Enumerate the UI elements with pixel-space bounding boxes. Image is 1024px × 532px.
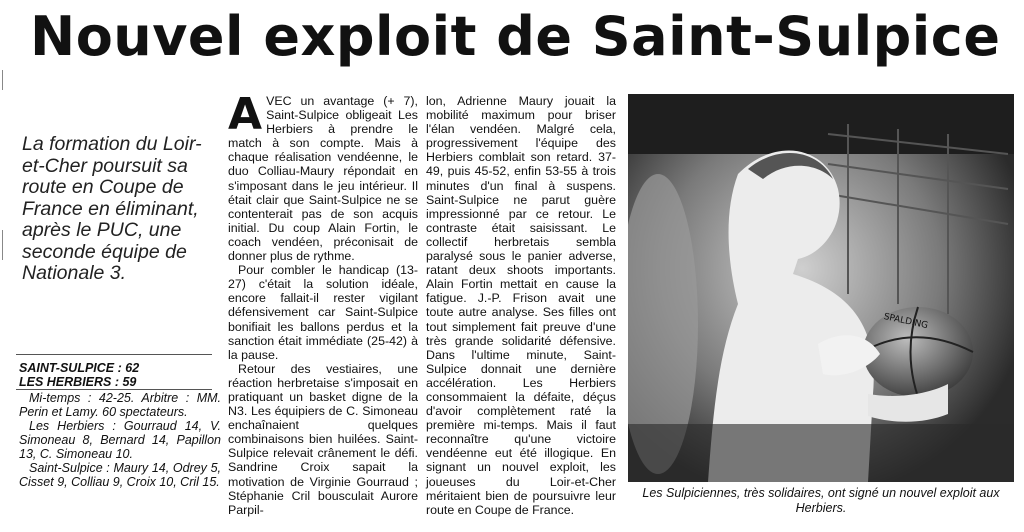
- article-column-1: [228, 89, 418, 517]
- ball-brand-text: SPALDING: [882, 312, 929, 332]
- match-details-herbiers: Les Herbiers : Gourraud 14, V. Simoneau 8, Bernard 14, Papillon 13, C. Simoneau 10.: [19, 419, 221, 461]
- divider: [16, 354, 212, 355]
- article-paragraph: lon, Adrienne Maury jouait la mobilité maximum pour briser l'élan vendéen. Malgré cela, progressivement l'équipe des Herbiers comblait son retard. 37-49, puis 45-52, enfin 53-55 à trois minutes d'un final à suspens. Saint-Sulpice ne parut guère impressionné par ce retour. Le contraste était saisissant. Le collectif herbretais sembla paralysé sous le panier adverse, ratant deux shoots importants. Alain Fortin mettait en cause la fatigue. J.-P. Frison avait une toute autre analyse. Ses filles ont tout simplement fait preuve d'une très grande solidarité défensive. Dans l'ultime minute, Saint-Sulpice donnait une dernière accélération. Les Herbiers consommaient la défaite, déçus d'avoir complètement raté la première mi-temps. Mais il faut reconnaître qu'une victoire vendéenne eut été illogique. En signant un nouvel exploit, les joueuses du Loir-et-Cher méritaient bien de poursuivre leur route en Coupe de France.: [426, 94, 616, 517]
- dropcap: A: [228, 89, 263, 140]
- article-column-2: [426, 94, 616, 517]
- score-away: LES HERBIERS : 59: [19, 375, 137, 389]
- article-paragraph: Retour des vestiaires, une réaction herbretaise s'imposait en pratiquant un basket digne de la N3. Les équipiers de C. Simoneau enchaînaient quelques combinaisons bien huilées. Saint-Sulpice relevait crânement le défi. Sandrine Croix sapait la motivation de Virginie Gourraud ; Stéphanie Cril bousculait Aurore Parpil-: [228, 361, 418, 517]
- divider: [16, 389, 212, 390]
- article-paragraph: Pour combler le handicap (13-27) c'était la solution idéale, encore fallait-il rester vigilant défensivement car Saint-Sulpice bonifiait les ballons perdus et la sanction était immédiate (25-42) à la pause.: [228, 263, 418, 362]
- headline: Nouvel exploit de Saint-Sulpice: [30, 5, 1001, 68]
- photo-caption: Les Sulpiciennes, très solidaires, ont signé un nouvel exploit aux Herbiers.: [642, 486, 1000, 515]
- article-paragraph: VEC un avantage (+ 7), Saint-Sulpice obligeait Les Herbiers à prendre le match à son compte. Mais à chaque réalisation vendéenne, le duo Colliau-Maury répondait en s'imposant dans le jeu intérieur. Il était clair que Saint-Sulpice ne se contenterait pas de son acquis initial. Du coup Alain Fortin, le coach vendéen, préconisait de donner plus de rythme.: [228, 94, 418, 264]
- basketball-photo: [628, 94, 1014, 482]
- score-home: SAINT-SULPICE : 62: [19, 361, 140, 375]
- chapeau: [22, 134, 222, 285]
- chapeau-text: La formation du Loir-et-Cher poursuit sa route en Coupe de France en éliminant, après le PUC, une seconde équipe de Nationale 3.: [22, 133, 202, 284]
- score-block: [19, 361, 219, 389]
- margin-mark: [2, 70, 3, 90]
- match-details-saint-sulpice: Saint-Sulpice : Maury 14, Odrey 5, Cisset 9, Colliau 9, Croix 10, Cril 15.: [19, 461, 221, 489]
- margin-mark: [2, 230, 3, 260]
- match-details-halftime: Mi-temps : 42-25. Arbitre : MM. Perin et Lamy. 60 spectateurs.: [19, 391, 221, 419]
- match-details: [19, 391, 221, 489]
